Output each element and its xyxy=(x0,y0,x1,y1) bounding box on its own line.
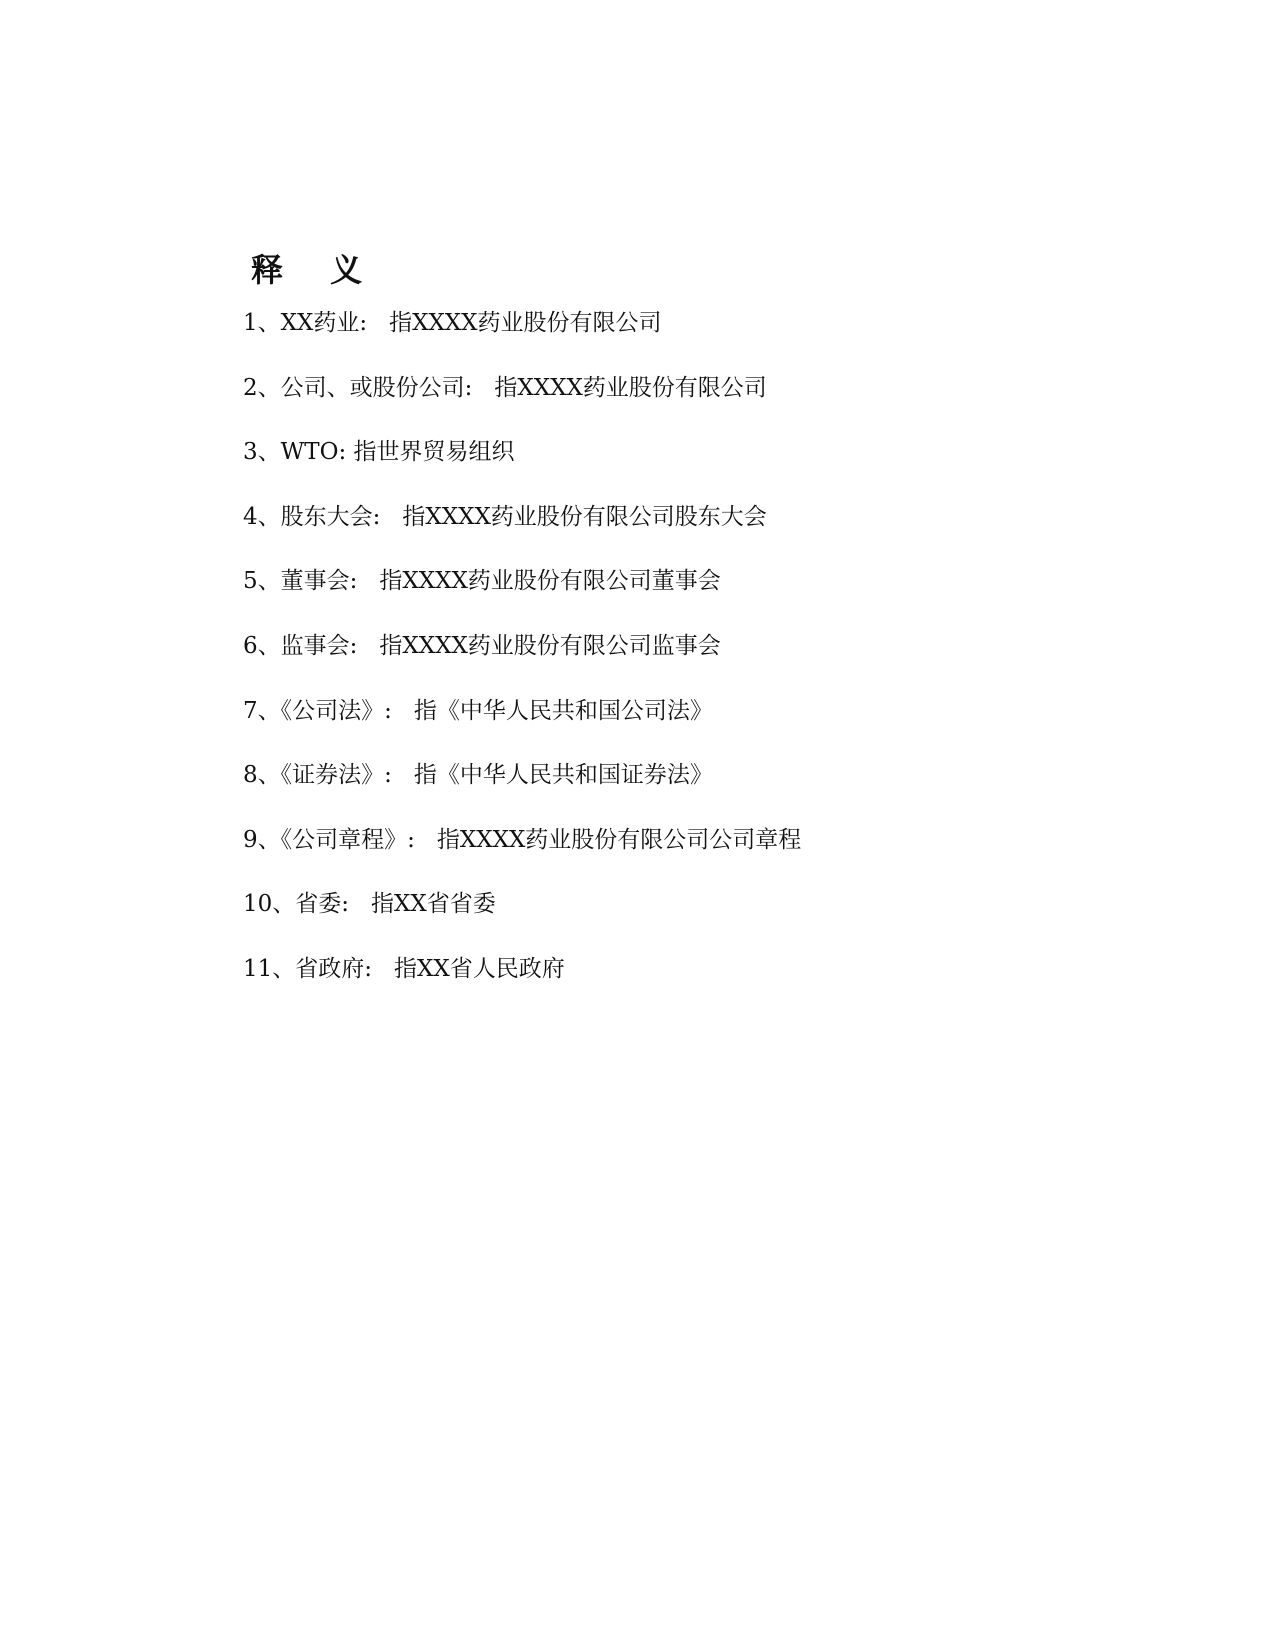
definition-text: 6、监事会: 指XXXX药业股份有限公司监事会 xyxy=(243,632,721,659)
definition-text: 7、《公司法》: 指《中华人民共和国公司法》 xyxy=(243,697,713,724)
definition-item xyxy=(243,889,801,954)
document-title: 释 义 xyxy=(251,251,381,289)
definition-item xyxy=(243,308,801,373)
definition-text: 10、省委: 指XX省省委 xyxy=(243,891,496,918)
definition-text: 2、公司、或股份公司: 指XXXX药业股份有限公司 xyxy=(243,374,767,401)
definition-list xyxy=(243,308,801,1019)
definition-text: 9、《公司章程》: 指XXXX药业股份有限公司公司章程 xyxy=(243,826,802,853)
definition-item xyxy=(243,437,801,502)
definition-text: 4、股东大会: 指XXXX药业股份有限公司股东大会 xyxy=(243,503,767,530)
definition-item xyxy=(243,502,801,567)
definition-text: 3、WTO: 指世界贸易组织 xyxy=(243,439,515,466)
definition-text: 5、董事会: 指XXXX药业股份有限公司董事会 xyxy=(243,568,721,595)
definition-item xyxy=(243,566,801,631)
definition-item xyxy=(243,825,801,890)
definition-item xyxy=(243,954,801,1019)
definition-text: 8、《证券法》: 指《中华人民共和国证券法》 xyxy=(243,762,713,789)
definition-item xyxy=(243,696,801,761)
definition-item xyxy=(243,760,801,825)
definition-item xyxy=(243,373,801,438)
definition-item xyxy=(243,631,801,696)
definition-text: 11、省政府: 指XX省人民政府 xyxy=(243,955,565,982)
definition-text: 1、XX药业: 指XXXX药业股份有限公司 xyxy=(243,310,662,336)
